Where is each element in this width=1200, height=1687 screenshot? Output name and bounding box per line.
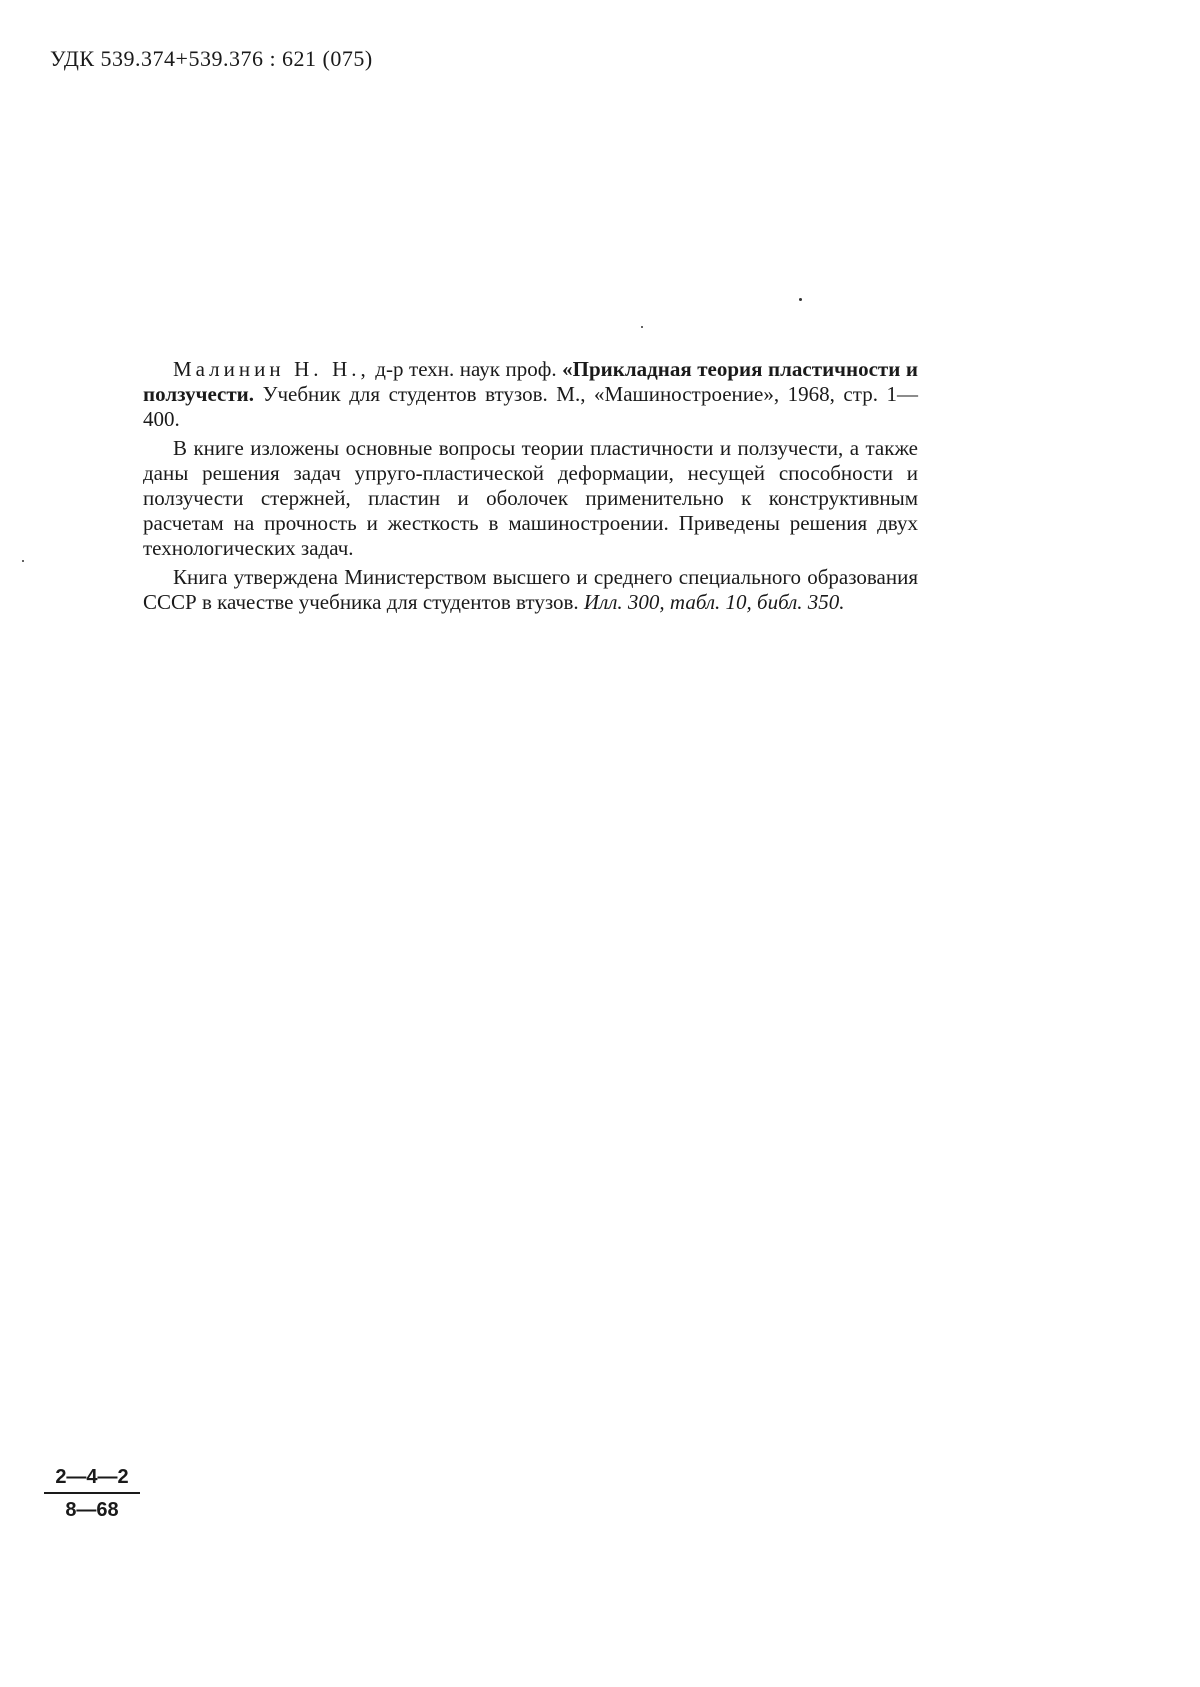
scan-speck: [641, 326, 643, 328]
udk-code: УДК 539.374+539.376 : 621 (075): [50, 46, 373, 71]
annotation-paragraph: В книге изложены основные вопросы теории пластичности и ползучести, а также даны решения задач упруго-пластической деформации, несущей способности и ползучести стержней, пластин и оболочек применительно к конструктивным расчетам на прочность и жесткость в машиностроении. Приведены решения двух технологических задач.: [143, 436, 918, 560]
code-denominator: 8—68: [65, 1499, 119, 1521]
bibliographic-entry: [143, 357, 918, 432]
approval-paragraph: [143, 565, 918, 615]
annotation-block: [143, 357, 918, 615]
author-name: Малинин Н. Н.,: [173, 357, 370, 381]
book-stats: Илл. 300, табл. 10, библ. 350.: [583, 590, 845, 614]
bibliographic-details: Учебник для студентов втузов. М., «Машиностроение», 1968, стр. 1—400.: [143, 382, 918, 431]
scan-speck: [22, 560, 24, 562]
approval-text: Книга утверждена Министерством высшего и среднего специального образования СССР в качестве учебника для студентов втузов.: [143, 565, 918, 614]
code-numerator: 2—4—2: [44, 1466, 140, 1494]
book-title: «Прикладная теория пластичности и ползучести.: [143, 357, 918, 406]
author-title: д-р техн. наук проф.: [369, 357, 563, 381]
scan-speck: [799, 298, 802, 301]
publication-code: [44, 1466, 140, 1522]
